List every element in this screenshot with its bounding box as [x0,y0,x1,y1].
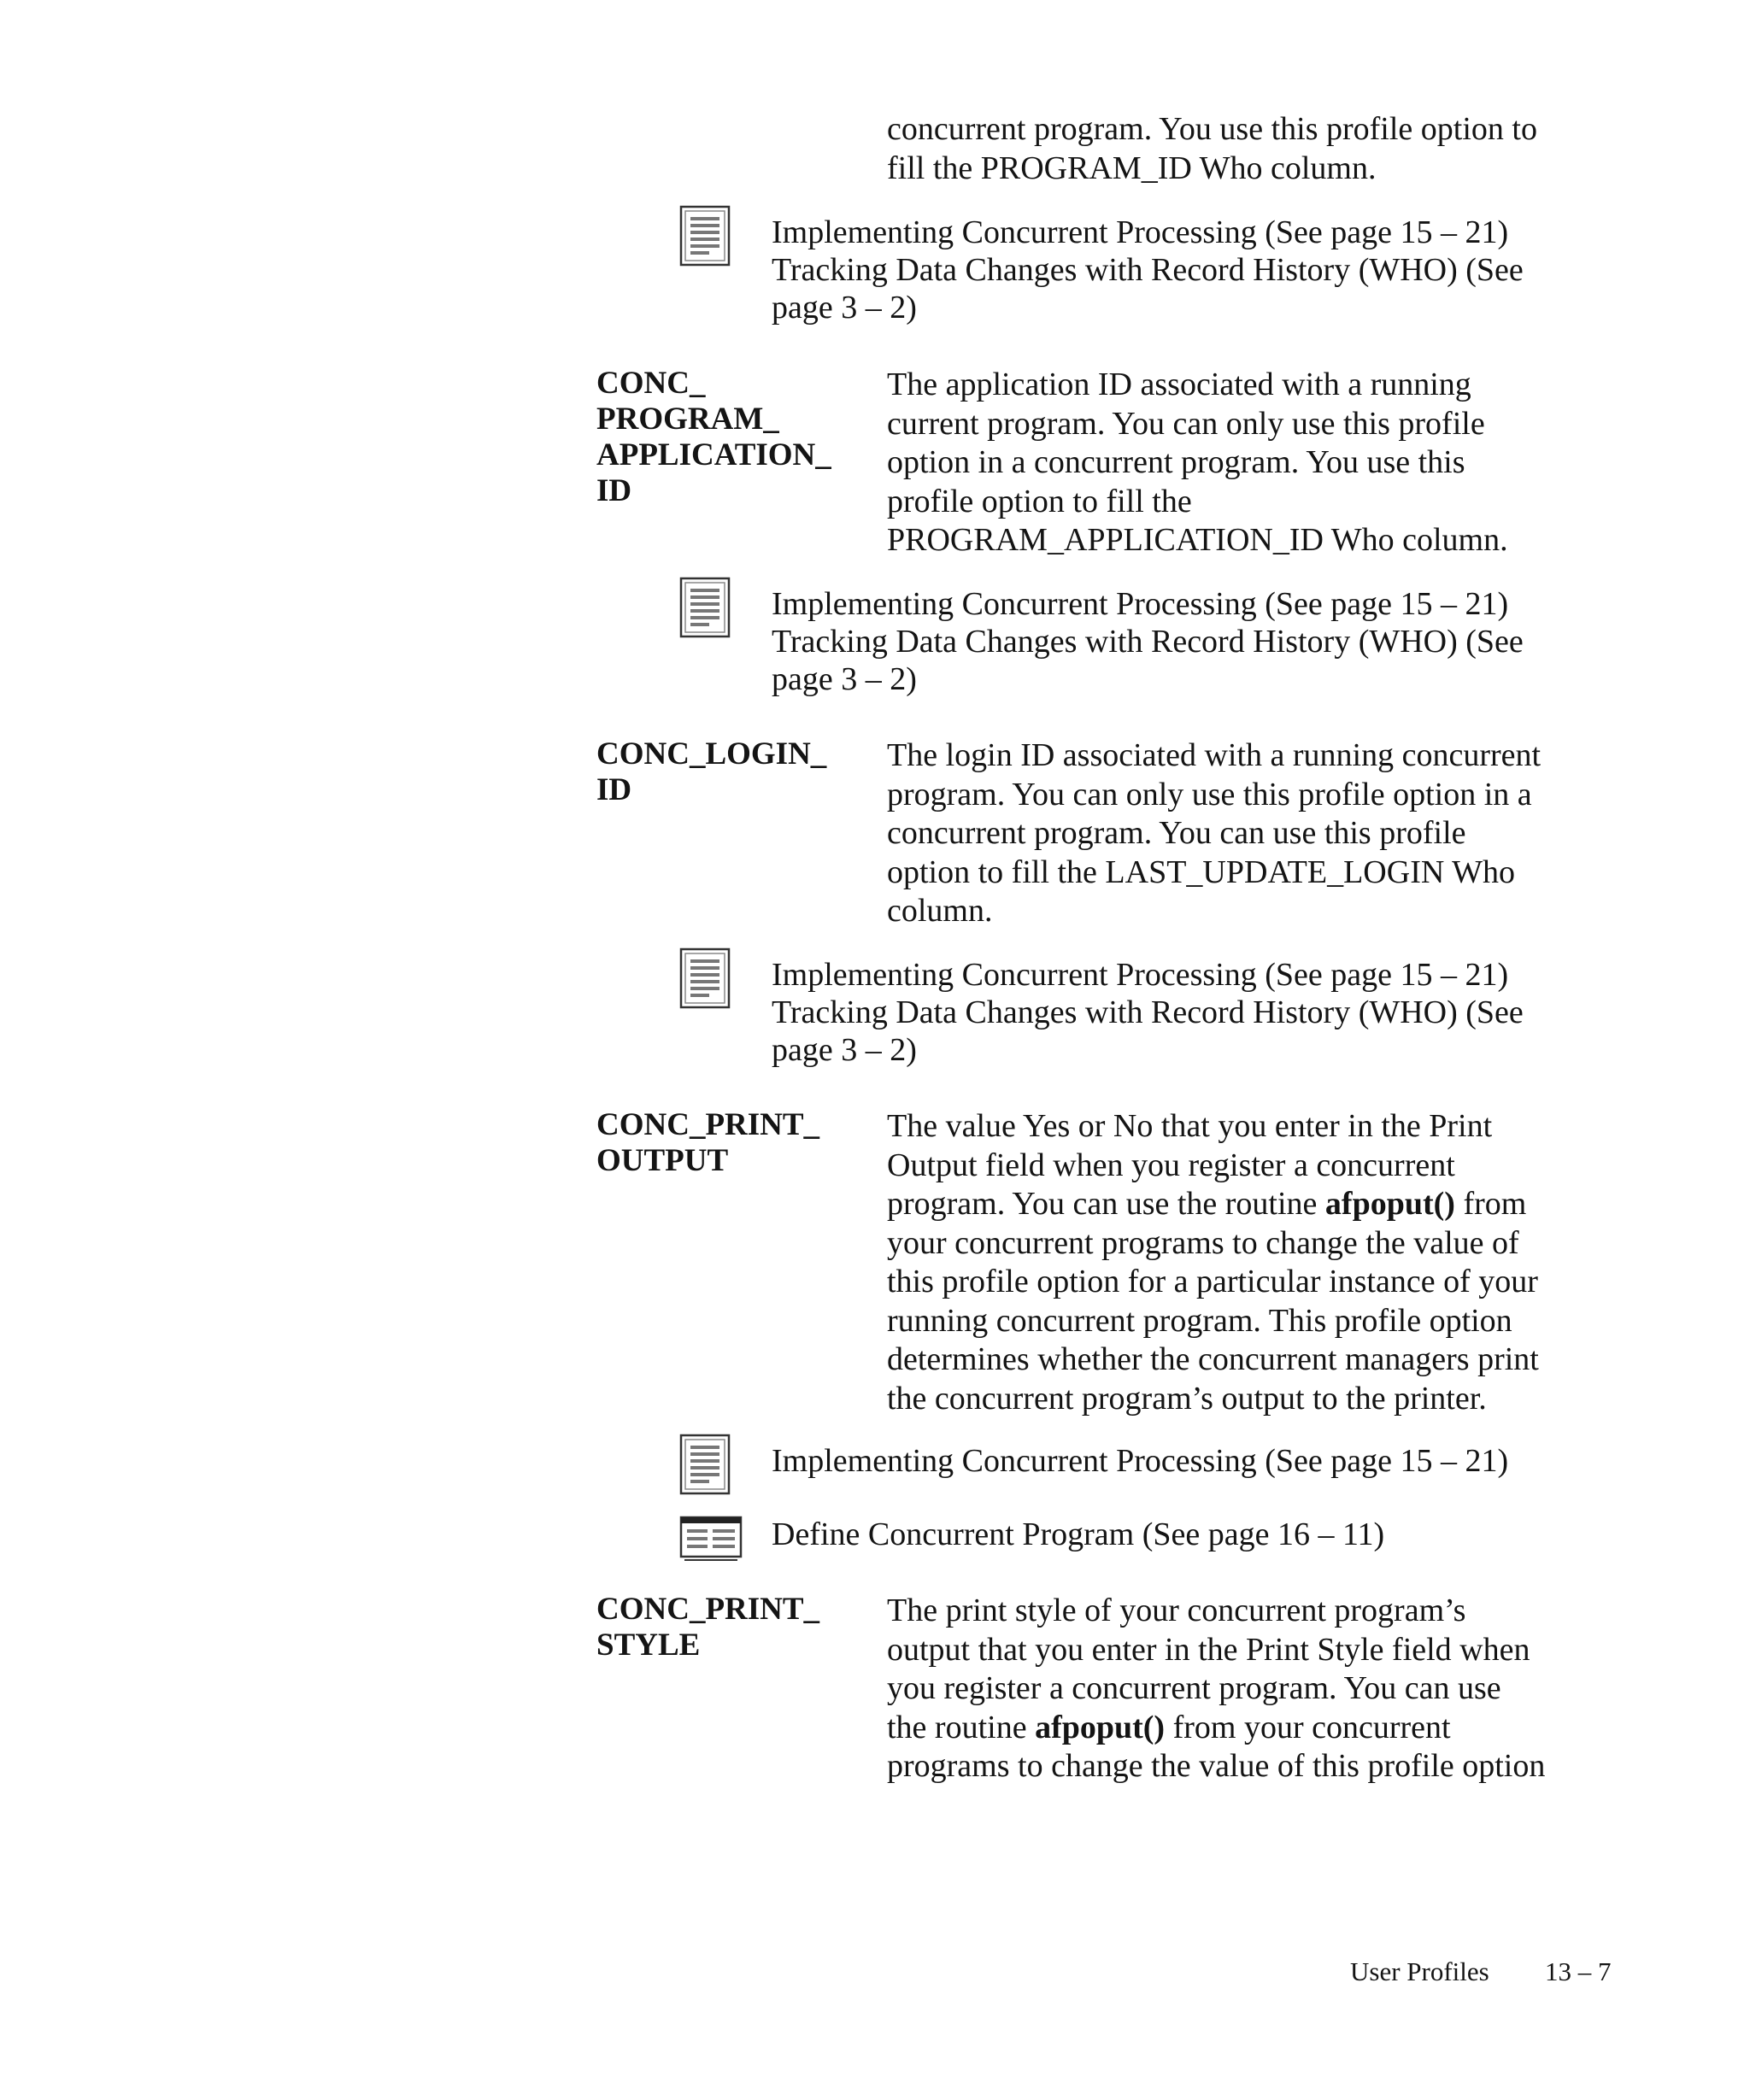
document-icon [679,577,731,638]
window-form-icon [679,1516,743,1563]
document-icon [679,1434,731,1495]
description-conc-program-application-id: The application ID associated with a running current program. You can only use this profile option in a concurrent program. You use this profile option to fill the PROGRAM_APPLICATION_ID Who column. [887,367,1508,558]
term-conc-print-output: CONC_PRINT_ OUTPUT [596,1107,820,1178]
term-conc-program-application-id: CONC_ PROGRAM_ APPLICATION_ ID [596,366,831,508]
reference-link[interactable]: Implementing Concurrent Processing (See page 15 – 21) [772,586,1509,622]
routine-name: afpoput() [1324,1186,1455,1222]
description-conc-print-style: The print style of your concurrent program’s output that you enter in the Print Style field when you register a concurrent program. You can use the routine afpoput() from your concurrent programs to change the value of this profile option [887,1593,1546,1784]
term-conc-print-style: CONC_PRINT_ STYLE [596,1592,820,1663]
document-icon [679,205,731,267]
reference-link-cont[interactable]: page 3 – 2) [772,290,917,326]
reference-link[interactable]: Implementing Concurrent Processing (See page 15 – 21) [772,214,1509,250]
term-conc-login-id: CONC_LOGIN_ ID [596,736,827,807]
paragraph-continuation: concurrent program. You use this profile option to fill the PROGRAM_ID Who column. [887,111,1537,186]
footer-page-number: 13 – 7 [1545,1956,1612,1986]
reference-link-cont[interactable]: page 3 – 2) [772,1032,917,1068]
reference-link[interactable]: Tracking Data Changes with Record History (WHO) (See [772,252,1524,288]
reference-link[interactable]: Tracking Data Changes with Record History (WHO) (See [772,624,1524,660]
reference-link[interactable]: Implementing Concurrent Processing (See page 15 – 21) [772,957,1509,993]
description-conc-login-id: The login ID associated with a running concurrent program. You can only use this profile option in a concurrent program. You can use this profile option to fill the LAST_UPDATE_LOGIN Who column. [887,737,1542,929]
description-conc-print-output: The value Yes or No that you enter in the Print Output field when you register a concurrent program. You can use the routine afpoput() from your concurrent programs to change the value of this profile option for a particular instance of your running concurrent program. This profile option determines whether the concurrent managers print the concurrent program’s output to the printer. [887,1108,1539,1417]
routine-name: afpoput() [1035,1709,1166,1745]
document-icon [679,947,731,1009]
reference-link[interactable]: Define Concurrent Program (See page 16 – 11) [772,1516,1385,1552]
reference-link[interactable]: Tracking Data Changes with Record History (WHO) (See [772,994,1524,1030]
footer-section-title: User Profiles [1350,1956,1489,1986]
reference-link-cont[interactable]: page 3 – 2) [772,661,917,697]
reference-link[interactable]: Implementing Concurrent Processing (See page 15 – 21) [772,1443,1509,1479]
